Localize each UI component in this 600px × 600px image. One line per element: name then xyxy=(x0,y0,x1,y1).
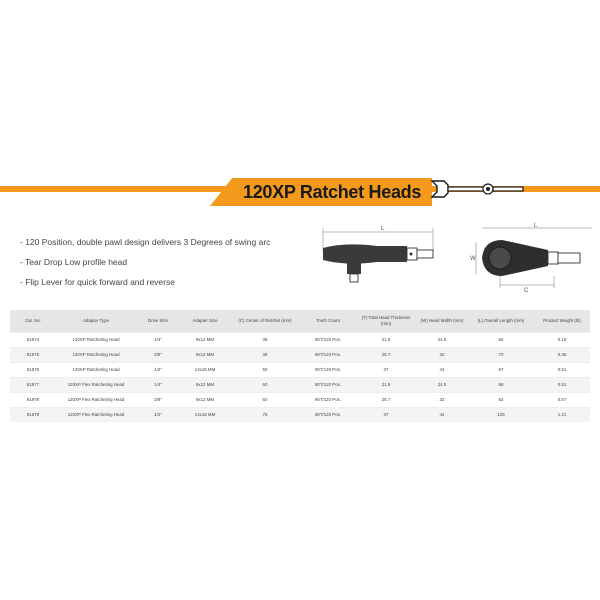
table-cell: 97 xyxy=(468,362,534,377)
table-cell: 90T/120 Pos. xyxy=(300,392,356,407)
dimension-label-length: L xyxy=(381,226,385,232)
table-row xyxy=(10,392,590,407)
table-cell: 1.21 xyxy=(534,407,590,422)
table-cell: 21.9 xyxy=(356,377,416,392)
page-title: 120XP Ratchet Heads xyxy=(243,182,422,202)
table-cell: 44 xyxy=(416,362,468,377)
column-header: Adapter Size xyxy=(180,310,230,332)
table-cell: 1/4" xyxy=(136,332,180,347)
table-cell: 1/2" xyxy=(136,407,180,422)
column-header: Product Weight (lb) xyxy=(534,310,590,332)
table-cell: 38 xyxy=(230,347,300,362)
wrench-logo-icon xyxy=(430,178,600,204)
dimension-label-length-top: L xyxy=(534,223,538,229)
table-header-row xyxy=(10,310,590,332)
table-cell: 3/8" xyxy=(136,392,180,407)
column-header: (L) Overall Length (mm) xyxy=(468,310,534,332)
table-cell: 9x12 MM xyxy=(180,377,230,392)
column-header: Drive Size xyxy=(136,310,180,332)
table-row xyxy=(10,332,590,347)
table-cell: 120XP Flex Ratcheting Head xyxy=(56,392,136,407)
table-cell: 0.51 xyxy=(534,362,590,377)
table-row xyxy=(10,407,590,422)
table-cell: 44 xyxy=(416,407,468,422)
table-cell: 3/8" xyxy=(136,347,180,362)
feature-list xyxy=(20,237,320,297)
table-cell: 81979 xyxy=(10,407,56,422)
table-cell: 26.7 xyxy=(356,392,416,407)
table-cell: 60 xyxy=(230,392,300,407)
table-row xyxy=(10,347,590,362)
feature-item: - Flip Lever for quick forward and reverse xyxy=(20,277,175,287)
table-cell: 24.5 xyxy=(416,377,468,392)
table-cell: 120XP Flex Ratcheting Head xyxy=(56,407,136,422)
table-cell: 0.67 xyxy=(534,392,590,407)
table-cell: 56 xyxy=(468,332,534,347)
dimension-label-width: W xyxy=(470,256,476,262)
table-cell: 1/2" xyxy=(136,362,180,377)
column-header: (T) Total Head Thickness (mm) xyxy=(356,310,416,332)
ratchet-top-view-drawing xyxy=(470,222,595,294)
table-cell: 24.5 xyxy=(416,332,468,347)
table-cell: 70 xyxy=(468,347,534,362)
table-cell: 21.9 xyxy=(356,332,416,347)
table-cell: 120XP Ratcheting Head xyxy=(56,347,136,362)
table-cell: 120XP Ratcheting Head xyxy=(56,332,136,347)
table-cell: 1/4" xyxy=(136,377,180,392)
table-cell: 81976 xyxy=(10,362,56,377)
table-cell: 0.19 xyxy=(534,332,590,347)
feature-item: - Tear Drop Low profile head xyxy=(20,257,128,267)
feature-item: - 120 Position, double pawl design delivers 3 Degrees of swing arc xyxy=(20,237,271,247)
table-cell: 90T/120 Pos. xyxy=(300,332,356,347)
column-header: (W) Head Width (mm) xyxy=(416,310,468,332)
table-cell: 60 xyxy=(230,377,300,392)
table-cell: 0.35 xyxy=(534,347,590,362)
table-cell: 90T/120 Pos. xyxy=(300,362,356,377)
table-cell: 92 xyxy=(468,392,534,407)
table-cell: 90T/120 Pos. xyxy=(300,347,356,362)
table-cell: 14x18 MM xyxy=(180,407,230,422)
column-header: Cat. No. xyxy=(10,310,56,332)
table-cell: 26.7 xyxy=(356,347,416,362)
table-cell: 81974 xyxy=(10,332,56,347)
column-header: Tooth Count xyxy=(300,310,356,332)
table-cell: 38 xyxy=(230,332,300,347)
dimension-label-center: C xyxy=(524,288,529,294)
table-cell: 120XP Flex Ratcheting Head xyxy=(56,377,136,392)
spec-table xyxy=(10,310,590,422)
table-cell: 125 xyxy=(468,407,534,422)
table-cell: 9x12 MM xyxy=(180,332,230,347)
table-cell: 90T/120 Pos. xyxy=(300,377,356,392)
table-cell: 37 xyxy=(356,362,416,377)
table-cell: 81977 xyxy=(10,377,56,392)
table-cell: 81975 xyxy=(10,347,56,362)
table-cell: 68 xyxy=(468,377,534,392)
table-cell: 120XP Ratcheting Head xyxy=(56,362,136,377)
column-header: Adapter Type xyxy=(56,310,136,332)
table-cell: 32 xyxy=(416,392,468,407)
table-cell: 0.51 xyxy=(534,377,590,392)
table-cell: 9x12 MM xyxy=(180,347,230,362)
column-header: (C) Center of Ratchet (mm) xyxy=(230,310,300,332)
table-cell: 37 xyxy=(356,407,416,422)
table-cell: 50 xyxy=(230,362,300,377)
table-cell: 75 xyxy=(230,407,300,422)
table-row xyxy=(10,377,590,392)
table-row xyxy=(10,362,590,377)
table-cell: 90T/120 Pos. xyxy=(300,407,356,422)
table-cell: 32 xyxy=(416,347,468,362)
ratchet-side-view-drawing xyxy=(315,222,445,294)
table-cell: 9x12 MM xyxy=(180,392,230,407)
table-cell: 14x18 MM xyxy=(180,362,230,377)
table-cell: 81978 xyxy=(10,392,56,407)
